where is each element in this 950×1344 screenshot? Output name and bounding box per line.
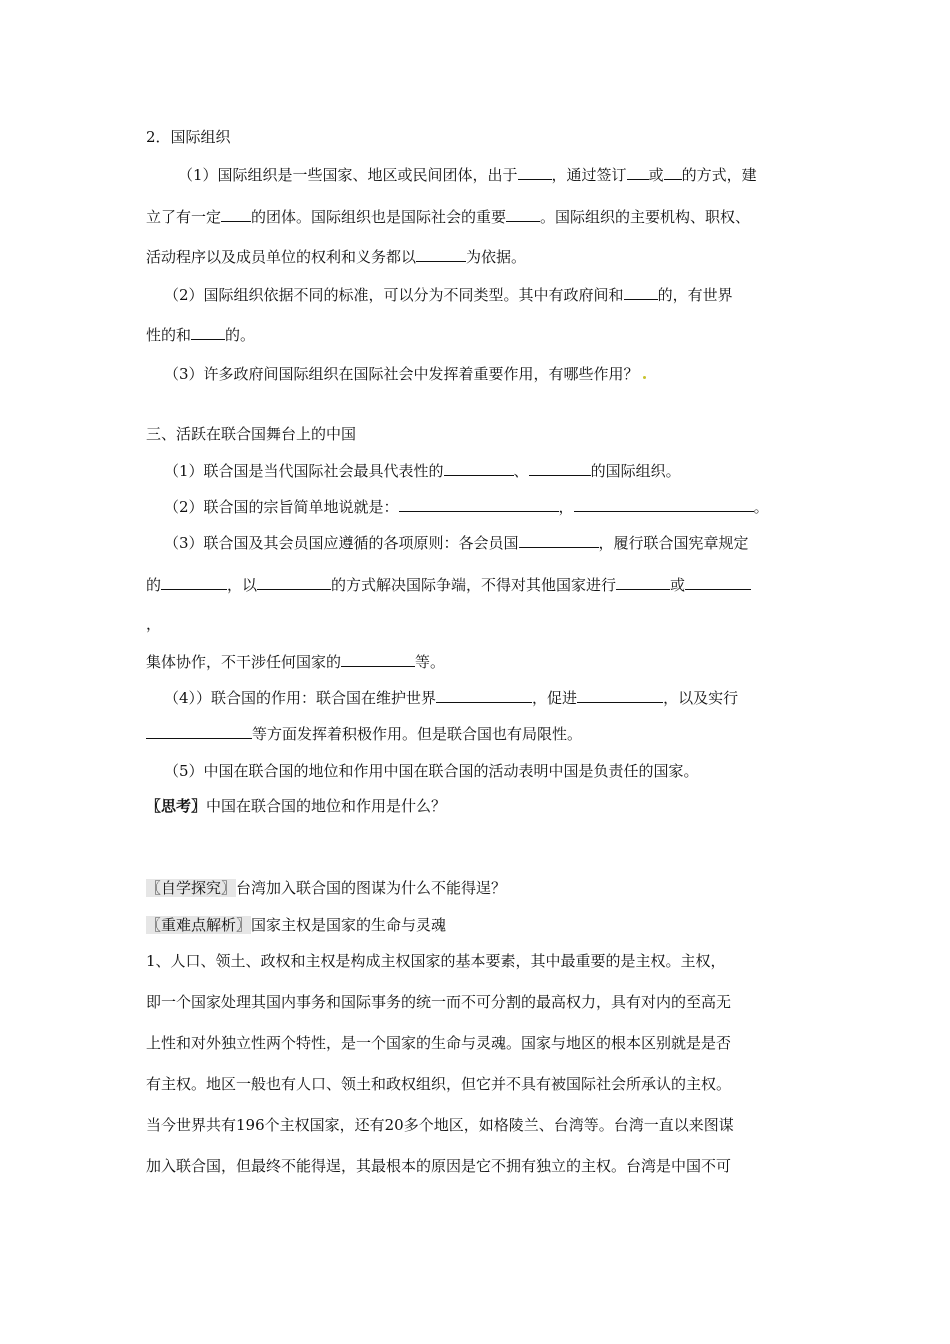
- blank-field[interactable]: [577, 688, 663, 703]
- blank-field[interactable]: [518, 165, 552, 180]
- text: 立了有一定: [146, 208, 222, 226]
- text: （2）国际组织依据不同的标准，可以分为不同类型。其中有政府间: [164, 286, 609, 304]
- text: （2）联合国的宗旨简单地说就是：: [164, 498, 399, 516]
- text: ，履行联合国宪章规定: [598, 534, 749, 552]
- body-line: 上性和对外独立性两个特性，是一个国家的生命与灵魂。国家与地区的根本区别就是是否: [146, 1034, 732, 1052]
- paragraph-line: （5）中国在联合国的地位和作用中国在联合国的活动表明中国是负责任的国家。: [164, 762, 699, 780]
- paragraph-line: [178, 165, 800, 185]
- paragraph-line: ，: [146, 615, 162, 633]
- blank-field[interactable]: [519, 533, 599, 548]
- blank-field[interactable]: [399, 497, 559, 512]
- paragraph-line: [146, 652, 800, 672]
- text: ，通过签订: [551, 166, 627, 184]
- blank-field[interactable]: [664, 165, 682, 180]
- text: 。: [753, 498, 769, 516]
- text: （1）联合国是当代国际社会最具代表性的: [164, 462, 444, 480]
- text: 或: [670, 576, 686, 594]
- text: （3）许多政府间国际组织在国际社会中发挥着重要作用，有哪些作用？: [164, 365, 639, 383]
- paragraph-line: [164, 533, 800, 553]
- text: 或: [648, 166, 664, 184]
- blank-field[interactable]: [685, 575, 751, 590]
- text: ，: [558, 498, 574, 516]
- paragraph-line: [164, 461, 800, 481]
- body-line: 当今世界共有196个主权国家，还有20多个地区，如格陵兰、台湾等。台湾一直以来图谋: [146, 1116, 734, 1134]
- text: 、: [513, 462, 529, 480]
- text: ，以: [227, 576, 258, 594]
- text: 的，有世界: [657, 286, 733, 304]
- text: 。国际组织的主要机构、职权、: [540, 208, 751, 226]
- paragraph-line: [146, 207, 800, 227]
- text: ，以及实行: [663, 689, 739, 707]
- section-heading-international-organizations: 2．国际组织: [146, 128, 231, 146]
- blank-field[interactable]: [161, 575, 227, 590]
- blank-field[interactable]: [574, 497, 754, 512]
- analysis-heading: [146, 915, 800, 935]
- think-label: 〖思考〗: [146, 797, 207, 815]
- text: 为依据。: [466, 248, 527, 266]
- paragraph-line: [146, 247, 800, 267]
- paragraph-line: [164, 497, 800, 517]
- paragraph-line: [146, 724, 800, 744]
- paragraph-line: [146, 575, 800, 595]
- text: （3）联合国及其会员国应遵循的各项原则：各会员国: [164, 534, 519, 552]
- blank-field[interactable]: [444, 461, 514, 476]
- blank-field[interactable]: [191, 325, 225, 340]
- blank-field[interactable]: [416, 247, 466, 262]
- text: 的。: [225, 326, 256, 344]
- text: （1）国际组织是一些国家、地区或民间团体，出于: [178, 166, 518, 184]
- blank-field[interactable]: [341, 652, 415, 667]
- body-line: 有主权。地区一般也有人口、领土和政权组织，但它并不具有被国际社会所承认的主权。: [146, 1075, 732, 1093]
- blank-field[interactable]: [257, 575, 331, 590]
- body-line: 加入联合国，但最终不能得逞，其最根本的原因是它不拥有独立的主权。台湾是中国不可: [146, 1157, 732, 1175]
- explore-prompt: [146, 878, 800, 898]
- text: 的团体。国际组织也是国际社会的重要: [251, 208, 507, 226]
- paragraph-line: [164, 285, 800, 305]
- text: 的方式解决国际争端，不得对其他国家进行: [331, 576, 617, 594]
- text: 和: [608, 286, 624, 304]
- blank-field[interactable]: [616, 575, 670, 590]
- blank-field[interactable]: [146, 724, 252, 739]
- text: 的: [146, 576, 162, 594]
- paragraph-line: [164, 688, 800, 708]
- analysis-label: 〖重难点解析〗: [146, 916, 252, 934]
- section-heading-un: 三、活跃在联合国舞台上的中国: [146, 425, 357, 443]
- blank-field[interactable]: [506, 207, 540, 222]
- text: 性的和: [146, 326, 192, 344]
- text: 集体协作，不干涉任何国家的: [146, 653, 342, 671]
- text: ，促进: [532, 689, 578, 707]
- blank-field[interactable]: [529, 461, 591, 476]
- text: 等。: [415, 653, 446, 671]
- text: 等方面发挥着积极作用。但是联合国也有局限性。: [252, 725, 583, 743]
- paragraph-line: [164, 364, 800, 384]
- explore-label: 〖自学探究〗: [146, 879, 237, 897]
- body-line: 即一个国家处理其国内事务和国际事务的统一而不可分割的最高权力，具有对内的至高无: [146, 993, 732, 1011]
- text: 的方式，建: [681, 166, 757, 184]
- blank-field[interactable]: [627, 165, 649, 180]
- text: 中国在联合国的地位和作用是什么？: [206, 797, 447, 815]
- text: 国家主权是国家的生命与灵魂: [251, 916, 447, 934]
- blank-field[interactable]: [436, 688, 532, 703]
- blank-field[interactable]: [624, 285, 658, 300]
- text: 的国际组织。: [590, 462, 681, 480]
- marker-dot-icon: [643, 376, 646, 379]
- text: （4））联合国的作用：联合国在维护世界: [164, 689, 437, 707]
- text: 台湾加入联合国的图谋为什么不能得逞？: [236, 879, 507, 897]
- text: 活动程序以及成员单位的权利和义务都以: [146, 248, 417, 266]
- paragraph-line: [146, 325, 800, 345]
- blank-field[interactable]: [221, 207, 251, 222]
- think-prompt: [146, 796, 800, 816]
- body-line: 1、人口、领土、政权和主权是构成主权国家的基本要素，其中最重要的是主权。主权，: [146, 952, 726, 970]
